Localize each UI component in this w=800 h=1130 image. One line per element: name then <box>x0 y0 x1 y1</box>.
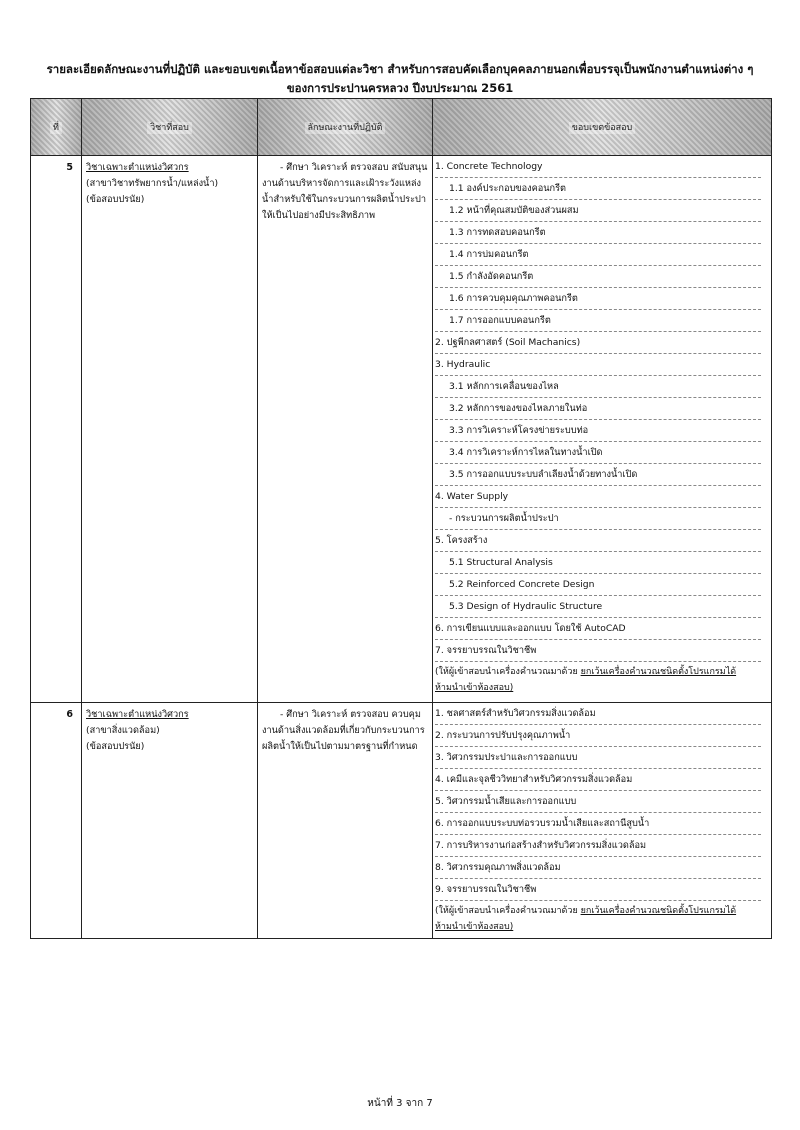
scope-item: 6. การออกแบบระบบท่อรวบรวมน้ำเสียและสถานีสูบน้ำ <box>435 813 761 835</box>
scope-item: 8. วิศวกรรมคุณภาพสิ่งแวดล้อม <box>435 857 761 879</box>
scope-item: 1.3 การทดสอบคอนกรีต <box>435 222 761 244</box>
scope-item: 4. Water Supply <box>435 486 761 508</box>
scope-list <box>433 156 771 662</box>
scope-item: 1.4 การบ่มคอนกรีต <box>435 244 761 266</box>
scope-item: 5.1 Structural Analysis <box>435 552 761 574</box>
document-title-line-2: ของการประปานครหลวง ปีงบประมาณ 2561 <box>286 81 514 95</box>
scope-item: 1.6 การควบคุมคุณภาพคอนกรีต <box>435 288 761 310</box>
table-header-row <box>31 99 772 156</box>
subject-type: (ข้อสอบปรนัย) <box>86 741 145 752</box>
header-no: ที่ <box>31 99 82 156</box>
subject-title: วิชาเฉพาะตำแหน่งวิศวกร <box>86 162 189 173</box>
document-title-line-1: รายละเอียดลักษณะงานที่ปฏิบัติ และขอบเขตเนื้อหาข้อสอบแต่ละวิชา สำหรับการสอบคัดเลือกบุคคลภายนอกเพื่อบรรจุเป็นพนักงานตำแหน่งต่าง ๆ <box>46 62 754 76</box>
scope-item: 7. จรรยาบรรณในวิชาชีพ <box>435 640 761 662</box>
scope-item: 1.1 องค์ประกอบของคอนกรีต <box>435 178 761 200</box>
scope-item: 3.4 การวิเคราะห์การไหลในทางน้ำเปิด <box>435 442 761 464</box>
scope-item: 9. จรรยาบรรณในวิชาชีพ <box>435 879 761 901</box>
scope-item: - กระบวนการผลิตน้ำประปา <box>435 508 761 530</box>
table-row <box>31 156 772 703</box>
row-number: 6 <box>31 703 82 939</box>
scope-item: 5.2 Reinforced Concrete Design <box>435 574 761 596</box>
scope-item: 3.5 การออกแบบระบบลำเลียงน้ำด้วยทางน้ำเปิด <box>435 464 761 486</box>
scope-item: 5. โครงสร้าง <box>435 530 761 552</box>
header-subject: วิชาที่สอบ <box>82 99 258 156</box>
subject-branch: (สาขาสิ่งแวดล้อม) <box>86 725 160 736</box>
scope-item: 3.1 หลักการเคลื่อนของไหล <box>435 376 761 398</box>
subject-branch: (สาขาวิชาทรัพยากรน้ำ/แหล่งน้ำ) <box>86 178 219 189</box>
row-number: 5 <box>31 156 82 703</box>
scope-item: 1.7 การออกแบบคอนกรีต <box>435 310 761 332</box>
scope-item: 3.3 การวิเคราะห์โครงข่ายระบบท่อ <box>435 420 761 442</box>
scope-item: 7. การบริหารงานก่อสร้างสำหรับวิศวกรรมสิ่งแวดล้อม <box>435 835 761 857</box>
subject-cell <box>82 703 258 939</box>
subject-title: วิชาเฉพาะตำแหน่งวิศวกร <box>86 709 189 720</box>
scope-item: 2. ปฐพีกลศาสตร์ (Soil Machanics) <box>435 332 761 354</box>
duty-cell <box>258 703 433 939</box>
subject-cell <box>82 156 258 703</box>
scope-cell <box>433 703 772 939</box>
scope-item: 3. วิศวกรรมประปาและการออกแบบ <box>435 747 761 769</box>
scope-cell <box>433 156 772 703</box>
scope-item: 4. เคมีและจุลชีววิทยาสำหรับวิศวกรรมสิ่งแวดล้อม <box>435 769 761 791</box>
page-number: หน้าที่ 3 จาก 7 <box>367 1098 433 1109</box>
duty-cell <box>258 156 433 703</box>
scope-item: 1. Concrete Technology <box>435 156 761 178</box>
header-duty: ลักษณะงานที่ปฏิบัติ <box>258 99 433 156</box>
scope-item: 2. กระบวนการปรับปรุงคุณภาพน้ำ <box>435 725 761 747</box>
calculator-note: (ให้ผู้เข้าสอบนำเครื่องคำนวณมาด้วย ยกเว้นเครื่องคำนวณชนิดตั้งโปรแกรมได้ ห้ามนำเข้าห้องสอบ) <box>435 906 737 932</box>
calculator-note: (ให้ผู้เข้าสอบนำเครื่องคำนวณมาด้วย ยกเว้นเครื่องคำนวณชนิดตั้งโปรแกรมได้ ห้ามนำเข้าห้องสอบ) <box>435 667 737 693</box>
scope-item: 6. การเขียนแบบและออกแบบ โดยใช้ AutoCAD <box>435 618 761 640</box>
scope-item: 5. วิศวกรรมน้ำเสียและการออกแบบ <box>435 791 761 813</box>
scope-item: 1.5 กำลังอัดคอนกรีต <box>435 266 761 288</box>
header-scope: ขอบเขตข้อสอบ <box>433 99 772 156</box>
subject-type: (ข้อสอบปรนัย) <box>86 194 145 205</box>
scope-list <box>433 703 771 901</box>
scope-item: 3. Hydraulic <box>435 354 761 376</box>
table-row <box>31 703 772 939</box>
exam-scope-table <box>30 98 772 939</box>
scope-item: 1.2 หน้าที่คุณสมบัติของส่วนผสม <box>435 200 761 222</box>
scope-item: 5.3 Design of Hydraulic Structure <box>435 596 761 618</box>
duty-text: - ศึกษา วิเคราะห์ ตรวจสอบ สนับสนุนงานด้านบริหารจัดการและเฝ้าระวังแหล่งน้ำสำหรับใช้ในกระบวนการผลิตน้ำประปาให้เป็นไปอย่างมีประสิทธิภาพ <box>262 162 428 221</box>
scope-item: 1. ชลศาสตร์สำหรับวิศวกรรมสิ่งแวดล้อม <box>435 703 761 725</box>
scope-item: 3.2 หลักการของของไหลภายในท่อ <box>435 398 761 420</box>
duty-text: - ศึกษา วิเคราะห์ ตรวจสอบ ควบคุมงานด้านสิ่งแวดล้อมที่เกี่ยวกับกระบวนการผลิตน้ำให้เป็นไปตามมาตรฐานที่กำหนด <box>262 709 425 752</box>
